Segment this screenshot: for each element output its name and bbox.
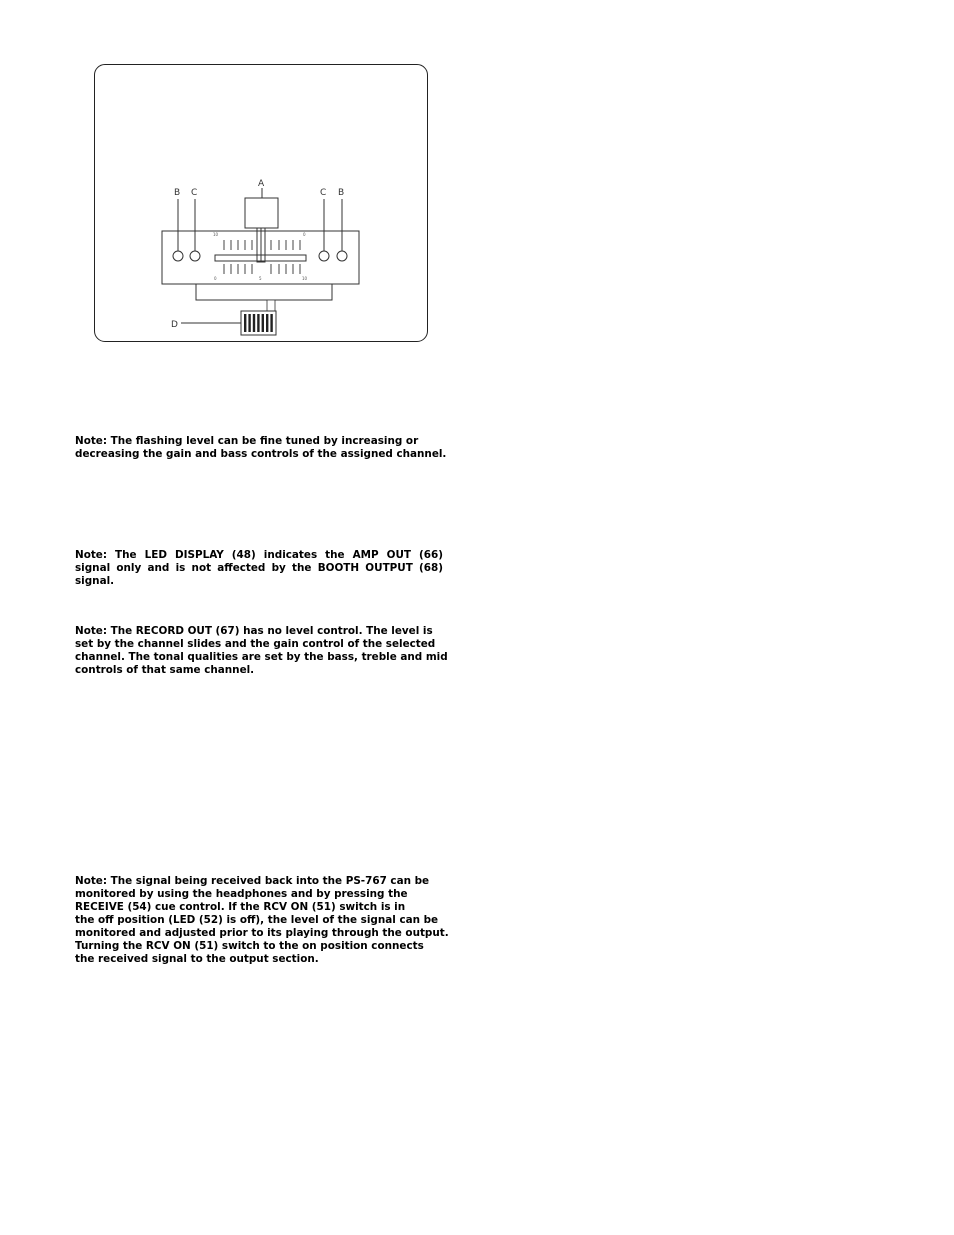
note-line: the off position (LED (52) is off), the level of the signal can be <box>75 914 439 926</box>
note-line: decreasing the gain and bass controls of the assigned channel. <box>75 448 447 460</box>
note-flashing-level <box>75 435 447 461</box>
note-record-out <box>75 625 448 677</box>
scale-bottom-right: 10 <box>302 276 308 281</box>
note-line: monitored by using the headphones and by pressing the <box>75 888 408 900</box>
note-line: Note: The signal being received back into the PS-767 can be <box>75 875 430 887</box>
connector-pin <box>244 314 246 332</box>
scale-top-right: 0 <box>303 232 306 237</box>
note-line: RECEIVE (54) cue control. If the RCV ON (51) switch is in <box>75 901 406 913</box>
crossfader-diagram <box>95 65 429 343</box>
note-led-display <box>75 549 443 588</box>
connector-pin <box>257 314 259 332</box>
note-line: signal. <box>75 575 115 587</box>
note-line: Note: The LED DISPLAY (48) indicates the AMP OUT (66) <box>75 549 443 561</box>
note-line: Note: The flashing level can be fine tuned by increasing or <box>75 435 419 447</box>
note-line: Note: The RECORD OUT (67) has no level control. The level is <box>75 625 433 637</box>
note-signal-received <box>75 875 449 966</box>
note-line: controls of that same channel. <box>75 664 255 676</box>
label-a: A <box>258 179 265 189</box>
scale-bottom-mid: 5 <box>259 276 262 281</box>
label-c-right: C <box>320 188 327 198</box>
note-line: monitored and adjusted prior to its playing through the output. <box>75 927 449 939</box>
label-b-left: B <box>174 188 181 198</box>
note-line: Turning the RCV ON (51) switch to the on position connects <box>75 940 424 952</box>
label-d: D <box>171 320 178 330</box>
scale-top-left: 10 <box>213 232 219 237</box>
connector-pin <box>253 314 255 332</box>
note-line: set by the channel slides and the gain control of the selected <box>75 638 436 650</box>
label-b-right: B <box>338 188 345 198</box>
connector-pin <box>248 314 250 332</box>
crossfader-figure <box>94 64 428 342</box>
connector-pin <box>266 314 268 332</box>
note-line: channel. The tonal qualities are set by the bass, treble and mid <box>75 651 448 663</box>
connector-pin <box>270 314 272 332</box>
scale-bottom-left: 0 <box>214 276 217 281</box>
note-line: the received signal to the output section. <box>75 953 319 965</box>
note-line: signal only and is not affected by the BOOTH OUTPUT (68) <box>75 562 443 574</box>
label-c-left: C <box>191 188 198 198</box>
connector-pin <box>262 314 264 332</box>
